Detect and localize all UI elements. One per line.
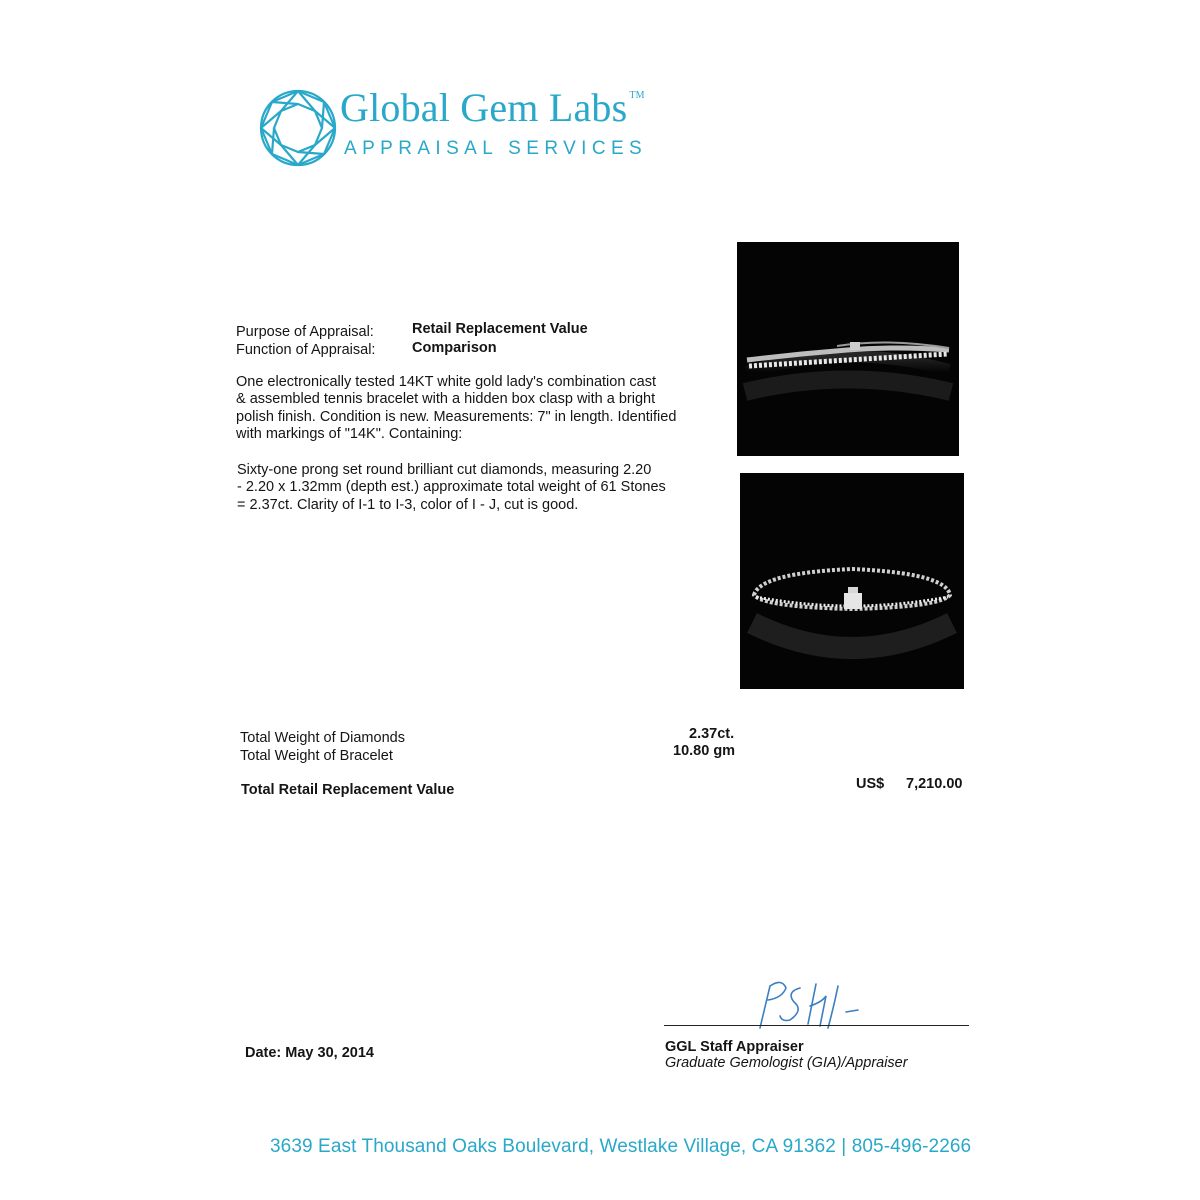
stones-description — [237, 462, 717, 514]
bracelet-weight-label: Total Weight of Bracelet — [240, 748, 393, 764]
currency-label: US$ — [856, 776, 885, 792]
purpose-value: Retail Replacement Value — [412, 321, 588, 337]
bracelet-photo-bottom — [740, 473, 964, 689]
item-description — [236, 374, 716, 444]
stones-line: Sixty-one prong set round brilliant cut diamonds, measuring 2.20 — [237, 462, 652, 478]
appraisal-date: Date: May 30, 2014 — [245, 1045, 374, 1061]
signer-name: GGL Staff Appraiser — [665, 1039, 804, 1055]
brand-name: Global Gem Labs ™ — [340, 85, 645, 130]
trademark-mark: TM — [629, 90, 645, 101]
retail-value-amount: 7,210.00 — [906, 776, 963, 792]
function-value: Comparison — [412, 340, 497, 356]
stones-line: - 2.20 x 1.32mm (depth est.) approximate total weight of 61 Stones — [237, 479, 666, 496]
diamond-icon — [258, 88, 338, 168]
bracelet-weight-value: 10.80 gm — [673, 743, 736, 759]
retail-value-label: Total Retail Replacement Value — [241, 782, 455, 798]
signature-line — [664, 1025, 969, 1026]
description-line: & assembled tennis bracelet with a hidden box clasp with a bright — [236, 391, 656, 408]
purpose-label: Purpose of Appraisal: — [236, 324, 374, 340]
stones-line: = 2.37ct. Clarity of I-1 to I-3, color of I - J, cut is good. — [237, 496, 579, 513]
description-line: polish finish. Condition is new. Measurements: 7" in length. Identified — [236, 408, 677, 425]
description-line: with markings of "14K". Containing: — [236, 426, 463, 443]
diamonds-weight-label: Total Weight of Diamonds — [240, 730, 405, 746]
diamonds-weight-value: 2.37ct. — [689, 726, 735, 742]
footer-address: 3639 East Thousand Oaks Boulevard, Westlake Village, CA 91362 | 805-496-2266 — [270, 1136, 972, 1157]
signer-title: Graduate Gemologist (GIA)/Appraiser — [665, 1055, 908, 1071]
brand-subtitle: APPRAISAL SERVICES — [344, 138, 648, 159]
function-label: Function of Appraisal: — [236, 342, 376, 358]
description-line: One electronically tested 14KT white gold lady's combination cast — [236, 374, 657, 390]
bracelet-photo-top — [737, 242, 959, 456]
